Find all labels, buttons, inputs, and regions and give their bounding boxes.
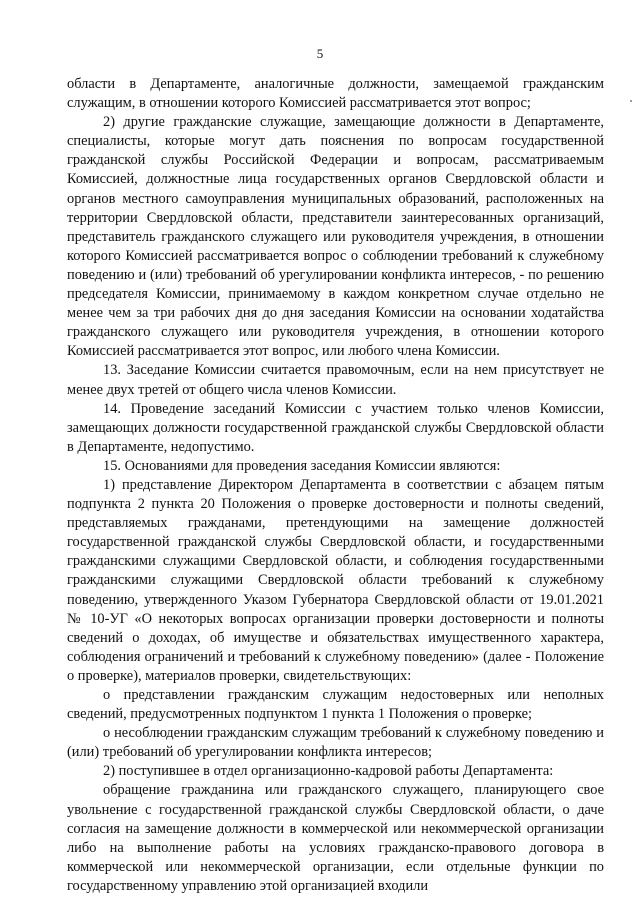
page-number: 5 [316,46,324,61]
paragraph-item-15: 15. Основаниями для проведения заседания Комиссии являются: [103,457,501,474]
paragraph-item-15-1-b: о несоблюдении гражданским служащим требований к служебному поведению и (или) требований об урегулировании конфликта интересов; [67,725,604,761]
paragraph-continuation: области в Департаменте, аналогичные должности, замещаемой гражданским служащим, в отношении которого Комиссией рассматривается этот вопрос; [67,76,604,112]
paragraph-other-participants: 2) другие гражданские служащие, замещающие должности в Департаменте, специалисты, которые могут дать пояснения по вопросам государственной гражданской службы Российской Федерации и вопросам, рассматриваемым Комиссией, должностные лица государственных органов Свердловской области и органов местного самоуправления муниципальных образований, расположенных на территории Свердловской области, представители заинтересованных организаций, представитель гражданского служащего или руководителя учреждения, в отношении которого Комиссией рассматривается вопрос о соблюдении требований к служебному поведению и (или) требований об урегулировании конфликта интересов, - по решению председателя Комиссии, принимаемому в каждом конкретном случае отдельно не менее чем за три рабочих дня до дня заседания Комиссии на основании ходатайства гражданского служащего или руководителя учреждения, в отношении которого Комиссией рассматривается этот вопрос, или любого члена Комиссии. [67,114,604,360]
paragraph-item-15-2-a: обращение гражданина или гражданского служащего, планирующего свое увольнение с государственной гражданской службы Свердловской области, о даче согласия на замещение должности в коммерческой или некоммерческой организации либо на выполнение работы на условиях гражданско-правового договора в коммерческой или некоммерческой организации, если отдельные функции по государственному управлению этой организацией входили [67,782,604,894]
paragraph-item-15-1: 1) представление Директором Департамента в соответствии с абзацем пятым подпункта 2 пункта 20 Положения о проверке достоверности и полноты сведений, представляемых гражданами, претендующими на замещение должностей государственной гражданской службы Свердловской области, и государственными гражданскими служащими Свердловской области, и соблюдения государственными гражданскими служащими Свердловской области требований к служебному поведению, утвержденного Указом Губернатора Свердловской области от 19.01.2021 № 10-УГ «О некоторых вопросах организации проверки достоверности и полноты сведений о доходах, об имуществе и обязательствах имущественного характера, соблюдения ограничений и требований к служебному поведению» (далее - Положение о проверке), материалов проверки, свидетельствующих: [67,476,604,684]
paragraph-item-14: 14. Проведение заседаний Комиссии с участием только членов Комиссии, замещающих должности государственной гражданской службы Свердловской области в Департаменте, недопустимо. [67,400,604,455]
paragraph-item-15-1-a: о представлении гражданским служащим недостоверных или неполных сведений, предусмотренных подпунктом 1 пункта 1 Положения о проверке; [67,687,604,723]
margin-mark [630,100,632,102]
paragraph-item-15-2: 2) поступившее в отдел организационно-кадровой работы Департамента: [103,763,554,780]
document-body [67,75,604,896]
paragraph-item-13: 13. Заседание Комиссии считается правомочным, если на нем присутствует не менее двух третей от общего числа членов Комиссии. [67,362,604,398]
